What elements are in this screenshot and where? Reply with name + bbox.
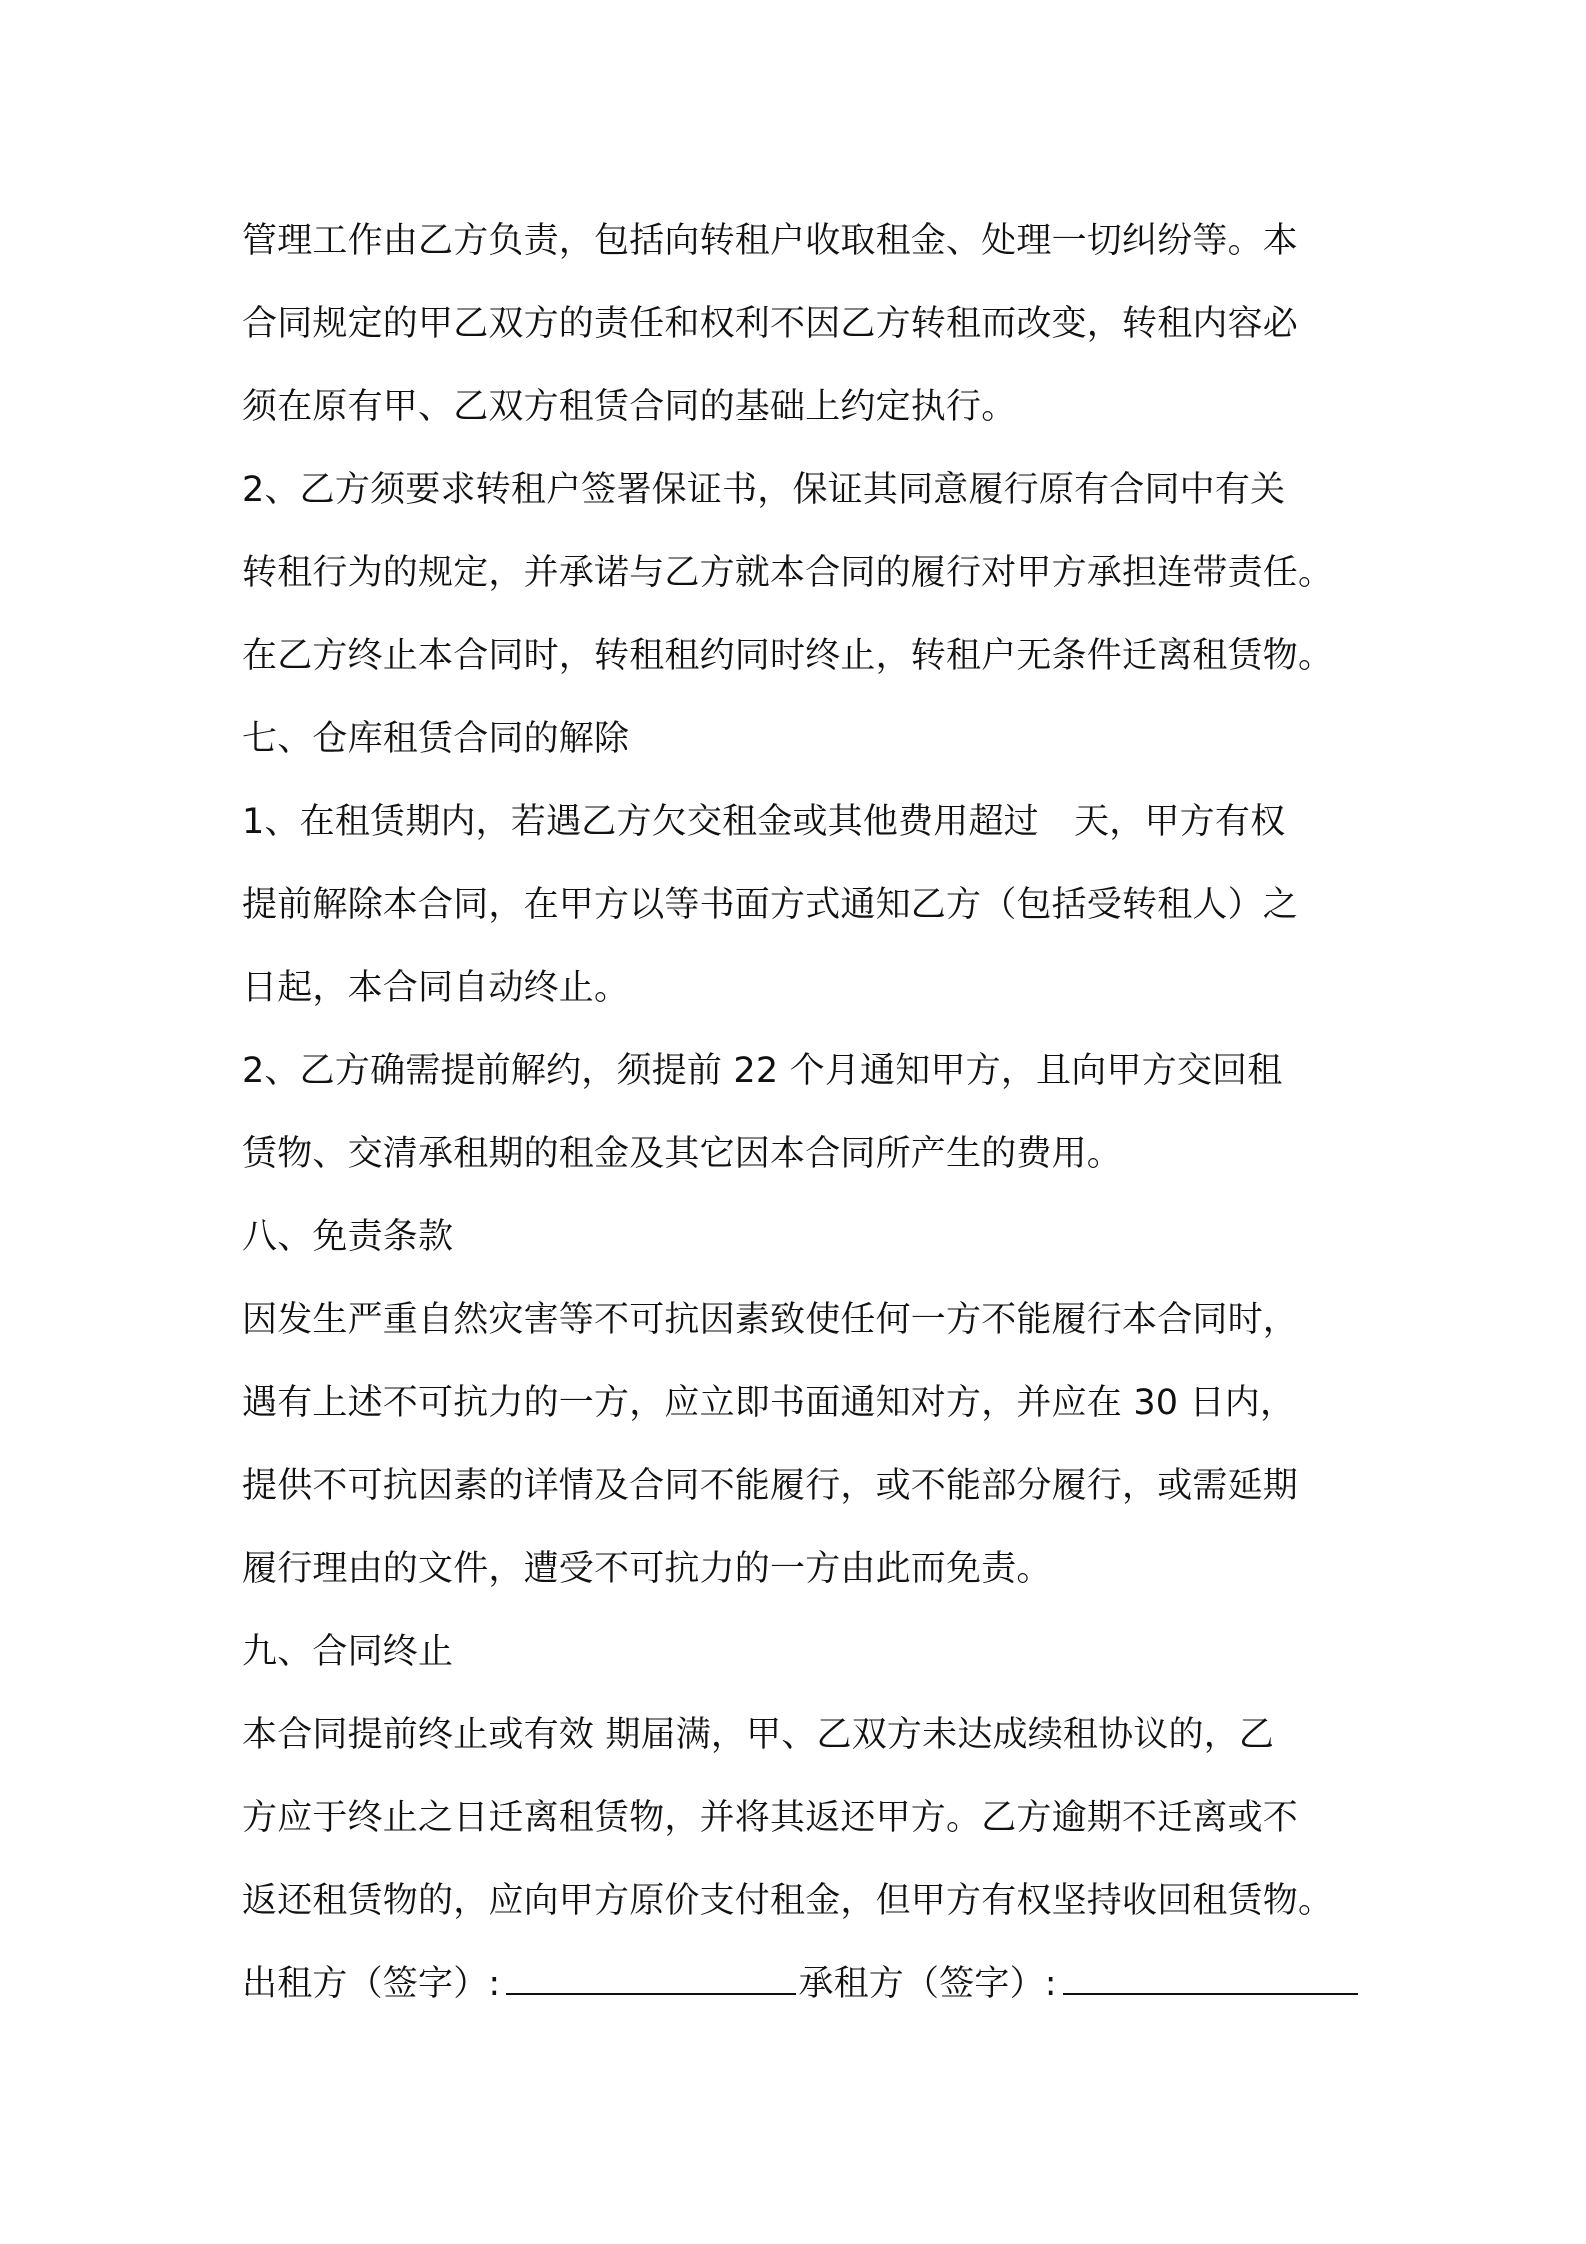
paragraph-line: 赁物、交清承租期的租金及其它因本合同所产生的费用。	[242, 1134, 1123, 1174]
paragraph-line: 在乙方终止本合同时，转租租约同时终止，转租户无条件迁离租赁物。	[242, 636, 1334, 676]
paragraph-line: 须在原有甲、乙双方租赁合同的基础上约定执行。	[242, 387, 1017, 427]
lessee-signature-label: 承租方（签字）:	[798, 1964, 1057, 2004]
paragraph-line: 转租行为的规定，并承诺与乙方就本合同的履行对甲方承担连带责任。	[242, 553, 1334, 593]
signature-row	[242, 1943, 1362, 2026]
paragraph-line: 方应于终止之日迁离租赁物，并将其返还甲方。乙方逾期不迁离或不	[242, 1798, 1299, 1838]
paragraph-line: 管理工作由乙方负责，包括向转租户收取租金、处理一切纠纷等。本	[242, 221, 1299, 261]
paragraph-line: 遇有上述不可抗力的一方，应立即书面通知对方，并应在 30 日内，	[242, 1383, 1296, 1423]
paragraph-line: 2、乙方须要求转租户签署保证书，保证其同意履行原有合同中有关	[242, 470, 1286, 510]
lessor-signature-blank[interactable]	[506, 1963, 796, 1995]
paragraph-line: 本合同提前终止或有效 期届满，甲、乙双方未达成续租协议的，乙	[242, 1715, 1275, 1755]
section-heading-termination: 七、仓库租赁合同的解除	[242, 719, 630, 759]
section-heading-exemption: 八、免责条款	[242, 1217, 454, 1257]
paragraph-line: 2、乙方确需提前解约，须提前 22 个月通知甲方，且向甲方交回租	[242, 1051, 1283, 1091]
paragraph-line: 日起，本合同自动终止。	[242, 968, 630, 1008]
paragraph-line: 1、在租赁期内，若遇乙方欠交租金或其他费用超过 天，甲方有权	[242, 802, 1286, 842]
document-body	[242, 200, 1362, 2026]
lessor-signature-label: 出租方（签字）:	[242, 1964, 501, 2004]
paragraph-line: 提供不可抗因素的详情及合同不能履行，或不能部分履行，或需延期	[242, 1466, 1299, 1506]
paragraph-line: 合同规定的甲乙双方的责任和权利不因乙方转租而改变，转租内容必	[242, 304, 1299, 344]
paragraph-line: 提前解除本合同，在甲方以等书面方式通知乙方（包括受转租人）之	[242, 885, 1299, 925]
paragraph-line: 返还租赁物的，应向甲方原价支付租金，但甲方有权坚持收回租赁物。	[242, 1881, 1334, 1921]
lessee-signature-blank[interactable]	[1063, 1963, 1358, 1995]
section-heading-contract-end: 九、合同终止	[242, 1632, 454, 1672]
paragraph-line: 因发生严重自然灾害等不可抗因素致使任何一方不能履行本合同时，	[242, 1300, 1299, 1340]
paragraph-line: 履行理由的文件，遭受不可抗力的一方由此而免责。	[242, 1549, 1052, 1589]
